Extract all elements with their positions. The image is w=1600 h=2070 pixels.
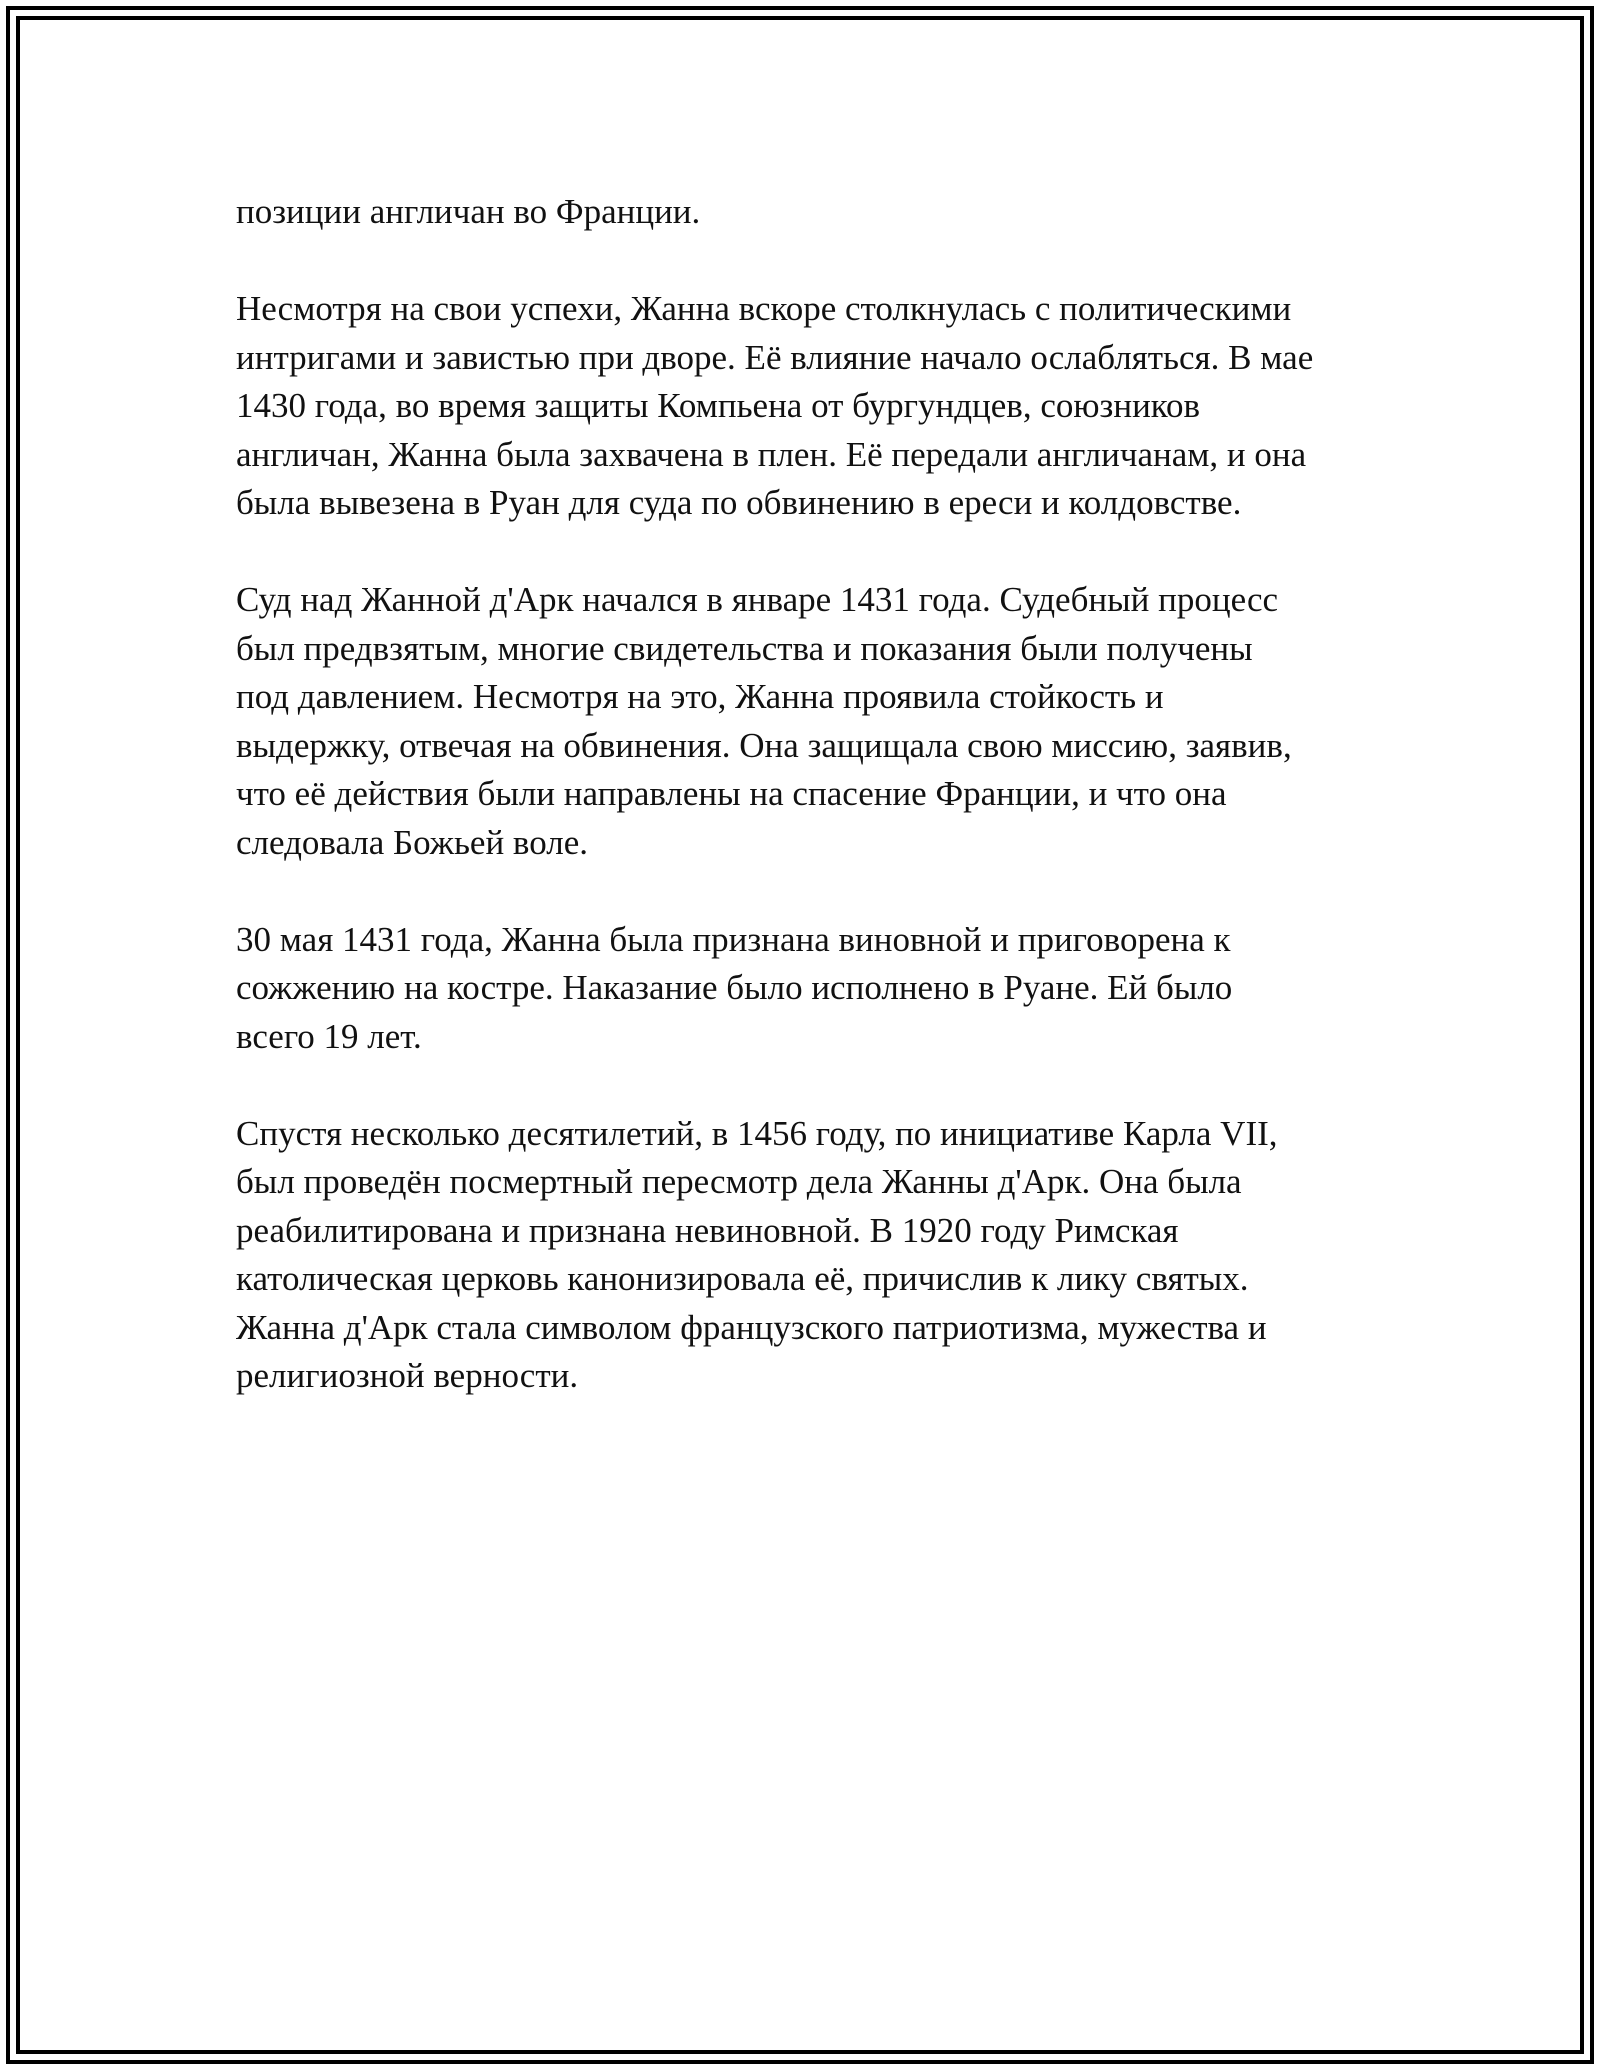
text-line: католическая церковь канонизировала её, причислив к лику святых. — [236, 1259, 1249, 1298]
paragraph-2 — [236, 285, 1386, 528]
text-line: религиозной верности. — [236, 1356, 579, 1395]
text-line: англичан, Жанна была захвачена в плен. Её передали англичанам, и она — [236, 434, 1307, 474]
text-line: позиции англичан во Франции. — [236, 192, 701, 231]
text-line: Жанна д'Арк стала символом французского патриотизма, мужества и — [236, 1307, 1267, 1347]
text-line: интригами и завистью при дворе. Её влияние начало ослабляться. В мае — [236, 337, 1314, 377]
text-line: был проведён посмертный пересмотр дела Жанны д'Арк. Она была — [236, 1162, 1242, 1201]
text-line: реабилитирована и признана невиновной. В 1920 году Римская — [236, 1210, 1179, 1250]
paragraph-5 — [236, 1110, 1386, 1401]
text-line: Несмотря на свои успехи, Жанна вскоре столкнулась с политическими — [236, 289, 1292, 328]
text-line: всего 19 лет. — [236, 1016, 422, 1056]
text-line: под давлением. Несмотря на это, Жанна проявила стойкость и — [236, 677, 1164, 716]
text-line: была вывезена в Руан для суда по обвинению в ереси и колдовстве. — [236, 483, 1242, 522]
text-line: был предвзятым, многие свидетельства и показания были получены — [236, 628, 1253, 668]
paragraph-4 — [236, 916, 1386, 1062]
text-line: Суд над Жанной д'Арк начался в январе 1431 года. Судебный процесс — [236, 580, 1279, 619]
text-line: сожжению на костре. Наказание было исполнено в Руане. Ей было — [236, 968, 1233, 1007]
paragraph-1 — [236, 188, 1386, 237]
text-line: Спустя несколько десятилетий, в 1456 году, по инициативе Карла VII, — [236, 1113, 1278, 1153]
text-line: что её действия были направлены на спасение Франции, и что она — [236, 774, 1227, 813]
text-line: следовала Божьей воле. — [236, 822, 588, 862]
document-body — [236, 188, 1386, 1449]
paragraph-3 — [236, 576, 1386, 867]
text-line: 1430 года, во время защиты Компьена от бургундцев, союзников — [236, 386, 1201, 425]
text-line: выдержку, отвечая на обвинения. Она защищала свою миссию, заявив, — [236, 725, 1292, 765]
text-line: 30 мая 1431 года, Жанна была признана виновной и приговорена к — [236, 919, 1231, 959]
